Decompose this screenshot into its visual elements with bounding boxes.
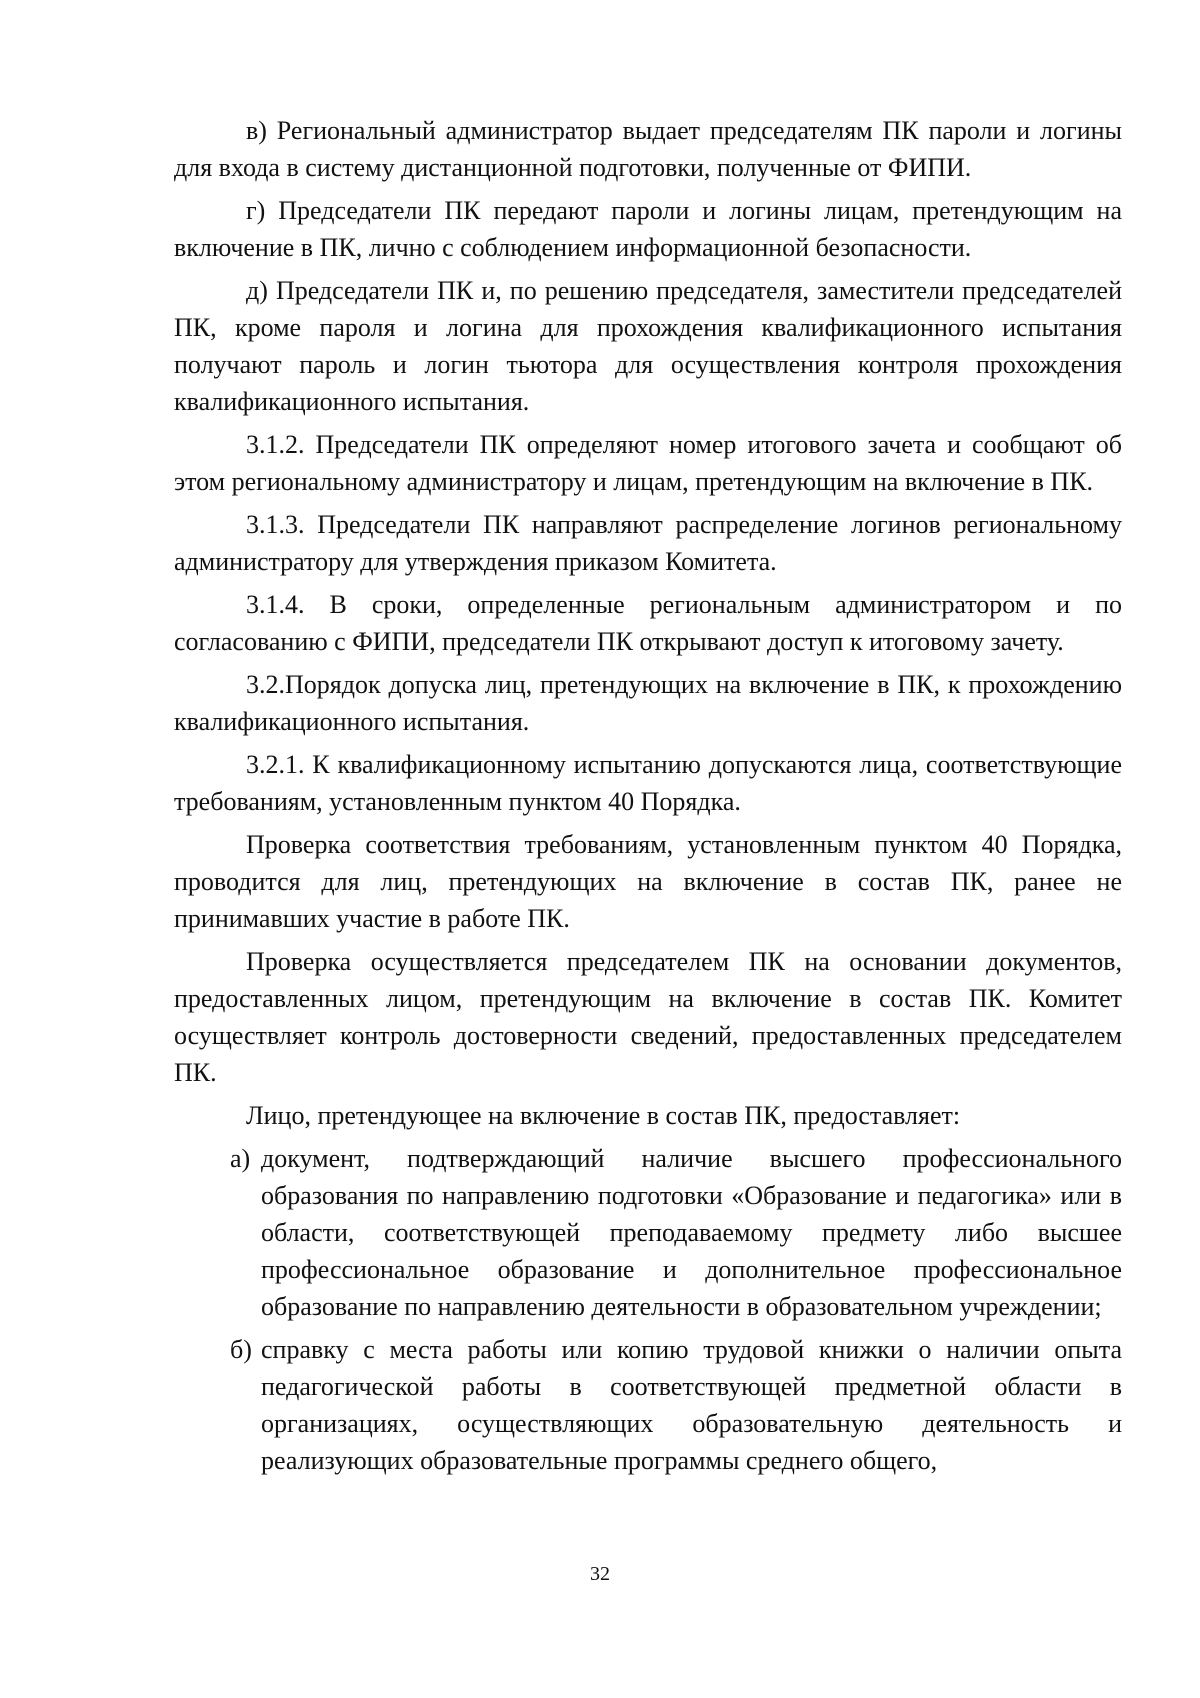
paragraph-documents-intro: Лицо, претендующее на включение в состав ПК, предоставляет: [246,1101,961,1130]
list-item-text: документ, подтверждающий наличие высшего профессионального образования по направлению подготовки «Образование и педагогика» или в области, соответствующей преподаваемому предмету либо высшее профессиональное образование и дополнительное профессиональное образование по направлению деятельности в образовательном учреждении; [261,1144,1122,1321]
paragraph-d-tutor-login: д) Председатели ПК и, по решению председателя, заместители председателей ПК, кроме пароля и логина для прохождения квалификационного испытания получают пароль и логин тьютора для осуществления контроля прохождения квалификационного испытания. [174,276,1122,416]
paragraph-3-1-2: 3.1.2. Председатели ПК определяют номер итогового зачета и сообщают об этом региональному администратору и лицам, претендующим на включение в ПК. [174,430,1122,496]
paragraph-requirements-check: Проверка соответствия требованиям, установленным пунктом 40 Порядка, проводится для лиц, претендующих на включение в состав ПК, ранее не принимавших участие в работе ПК. [174,830,1122,933]
paragraph-v-credentials: в) Региональный администратор выдает председателям ПК пароли и логины для входа в систему дистанционной подготовки, полученные от ФИПИ. [174,116,1122,182]
paragraph-3-2-heading: 3.2.Порядок допуска лиц, претендующих на включение в ПК, к прохождению квалификационного испытания. [174,670,1122,736]
paragraph-3-1-3: 3.1.3. Председатели ПК направляют распределение логинов региональному администратору для утверждения приказом Комитета. [174,510,1122,576]
paragraph-3-2-1: 3.2.1. К квалификационному испытанию допускаются лица, соответствующие требованиям, установленным пунктом 40 Порядка. [174,750,1122,816]
list-item [174,1140,1122,1325]
documents-list [174,1140,1122,1479]
paragraph-check-procedure: Проверка осуществляется председателем ПК на основании документов, предоставленных лицом, претендующим на включение в состав ПК. Комитет осуществляет контроль достоверности сведений, предоставленных председателем ПК. [174,947,1122,1087]
list-marker: а) [230,1144,251,1173]
paragraph-3-1-4: 3.1.4. В сроки, определенные региональным администратором и по согласованию с ФИПИ, председатели ПК открывают доступ к итоговому зачету. [174,590,1122,656]
list-item [174,1331,1122,1479]
list-marker: б) [230,1335,252,1364]
document-page [174,112,1122,1485]
page-number: 32 [590,1563,610,1585]
paragraph-g-credentials-transfer: г) Председатели ПК передают пароли и логины лицам, претендующим на включение в ПК, лично с соблюдением информационной безопасности. [174,196,1122,262]
list-item-text: справку с места работы или копию трудовой книжки о наличии опыта педагогической работы в соответствующей предметной области в организациях, осуществляющих образовательную деятельность и реализующих образовательные программы среднего общего, [261,1335,1122,1475]
